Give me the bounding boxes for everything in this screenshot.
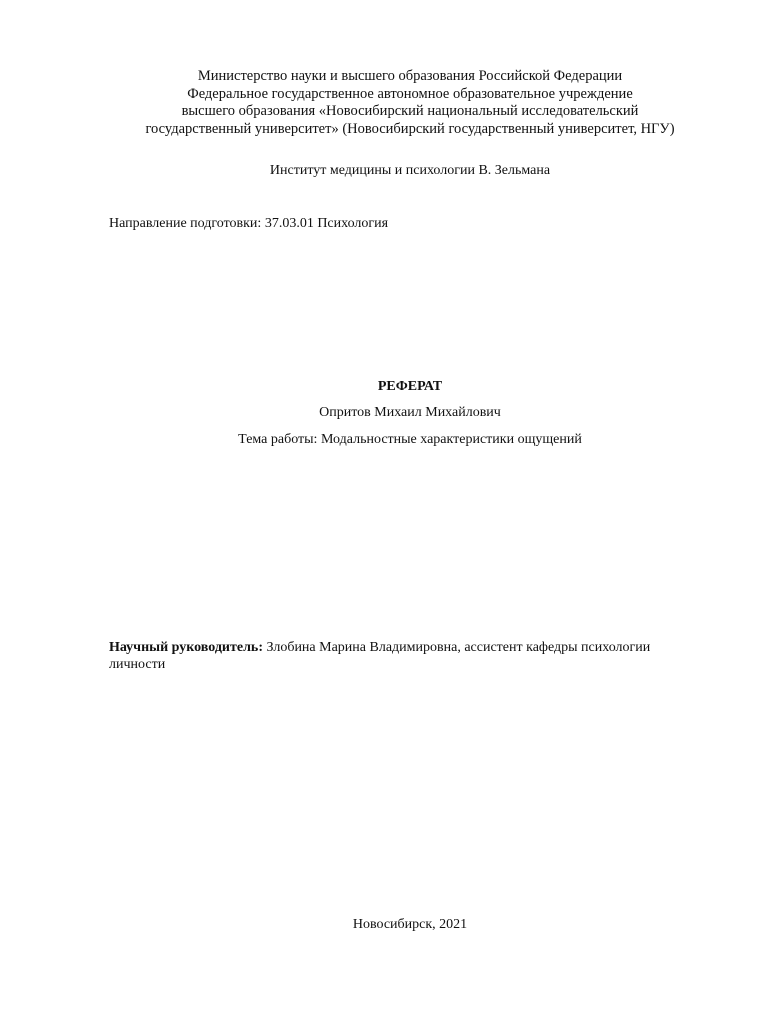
header-line-institution-type: Федеральное государственное автономное образовательное учреждение: [187, 85, 633, 102]
city-year: Новосибирск, 2021: [352, 917, 468, 932]
header-line-education: высшего образования «Новосибирский национальный исследовательский: [181, 103, 639, 119]
header-line-ministry: Министерство науки и высшего образования Российской Федерации: [197, 68, 623, 84]
supervisor-label: Научный руководитель:: [109, 640, 263, 655]
header-line-university: государственный университет» (Новосибирский государственный университет, НГУ): [145, 120, 675, 137]
supervisor-block: [109, 639, 669, 673]
institute-name: Институт медицины и психологии В. Зельмана: [269, 163, 551, 178]
study-direction: Направление подготовки: 37.03.01 Психология: [109, 216, 389, 231]
supervisor-text: Злобина Марина Владимировна, ассистент кафедры психологии личности: [109, 640, 651, 672]
work-topic: Тема работы: Модальностные характеристики ощущений: [238, 432, 582, 447]
title-page-header: [60, 68, 760, 138]
document-type-title: РЕФЕРАТ: [377, 379, 443, 394]
author-name: Опритов Михаил Михайлович: [319, 405, 501, 420]
